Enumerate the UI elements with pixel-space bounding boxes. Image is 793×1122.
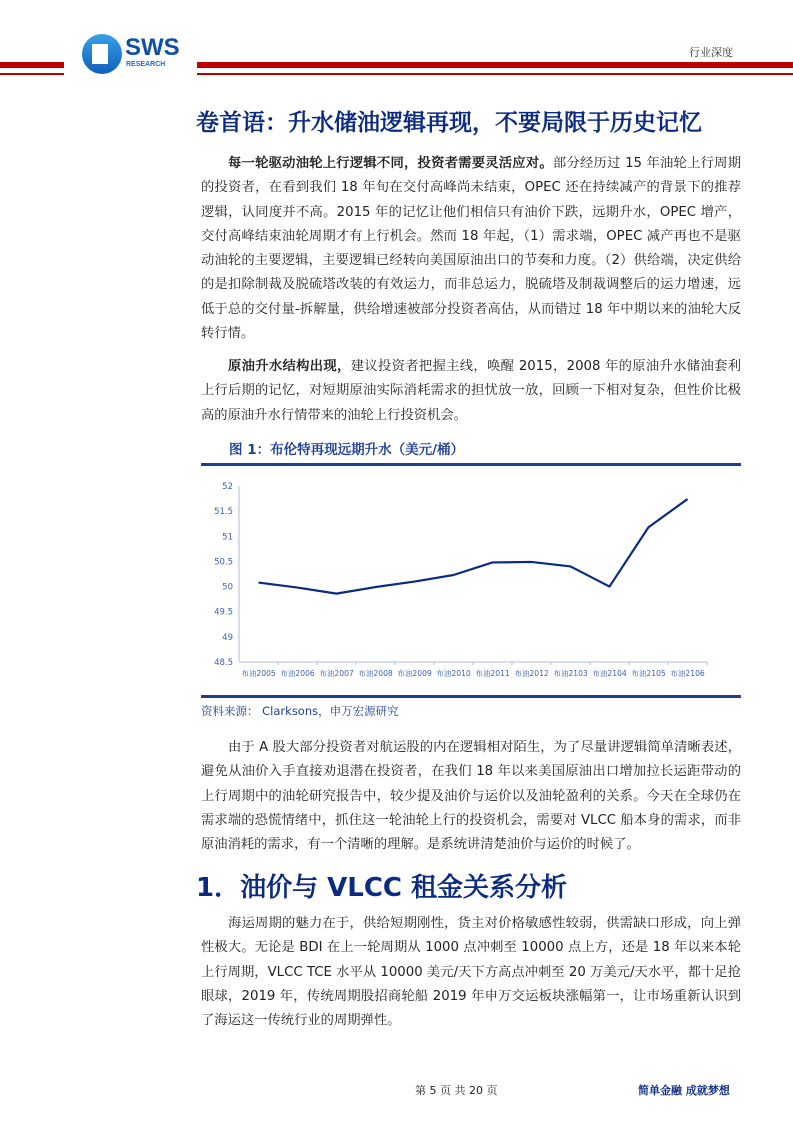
figure-source: 资料来源： Clarksons，申万宏源研究	[201, 704, 399, 718]
paragraph-3: 由于 A 股大部分投资者对航运股的内在逻辑相对陌生，为了尽量讲逻辑简单清晰表述，避免从油价入手直接劝退潜在投资者，在我们 18 年以来美国原油出口增加拉长运距带动的上行周期中的油轮研究报告中，较少提及油价与运价以及油轮盈利的关系。今天在全球仍在需求端的恐慌情绪中，抓住这一轮油轮上行的投资机会，需要对 VLCC 船本身的需求，而非原油消耗的需求，有一个清晰的理解。是系统讲清楚油价与运价的时候了。	[201, 740, 741, 853]
header-rule	[197, 73, 793, 75]
x-tick-label: 布油2103	[553, 669, 588, 678]
header-rule	[0, 62, 64, 68]
line-chart	[201, 470, 741, 692]
y-tick-label: 50.5	[214, 557, 233, 568]
figure-title: 图 1：布伦特再现远期升水（美元/桶）	[229, 442, 465, 458]
x-tick-label: 布油2005	[241, 669, 276, 678]
x-tick-label: 布油2006	[280, 669, 315, 678]
x-tick-label: 布油2009	[397, 669, 432, 678]
x-tick-label: 布油2106	[670, 669, 705, 678]
logo-emblem-icon	[82, 34, 122, 74]
paragraph-body: 部分经历过 15 年油轮上行周期的投资者，在看到我们 18 年旬在交付高峰尚未结束，OPEC 还在持续减产的背景下的推荐逻辑，认同度并不高。2015 年的记忆让他们相信只有油价下跌，远期升水，OPEC 增产，交付高峰结束油轮周期才有上行机会。然而 18 年起，（1）需求端，OPEC 减产再也不是驱动油轮的主要逻辑，主要逻辑已经转向美国原油出口的节奏和力度。（2）供给端，决定供给的是扣除制裁及脱硫塔改装的有效运力，而非总运力，脱硫塔及制裁调整后的运力增速，远低于总的交付量-拆解量，供给增速被部分投资者高估，从而错过 18 年中期以来的油轮大反转行情。	[201, 156, 741, 342]
logo-text: SWS	[125, 34, 180, 61]
y-tick-label: 48.5	[214, 658, 233, 668]
x-tick-label: 布油2010	[436, 669, 471, 678]
x-tick-label: 布油2012	[514, 669, 549, 678]
y-tick-label: 51.5	[214, 507, 233, 518]
logo-subtext: RESEARCH	[126, 61, 166, 68]
page-title: 卷首语：升水储油逻辑再现，不要局限于历史记忆	[196, 110, 702, 136]
paragraph-4: 海运周期的魅力在于，供给短期刚性，货主对价格敏感性较弱，供需缺口形成，向上弹性极大。无论是 BDI 在上一轮周期从 1000 点冲刺至 10000 点上方，还是 18 年以来本轮上行周期，VLCC TCE 水平从 10000 美元/天下方高点冲刺至 20 万美元/天水平，都十足抢眼球，2019 年，传统周期股招商轮船 2019 年申万交运板块涨幅第一，让市场重新认识到了海运这一传统行业的周期弹性。	[201, 916, 741, 1029]
figure-top-rule	[201, 463, 741, 466]
page-number: 第 5 页 共 20 页	[415, 1084, 498, 1097]
y-tick-label: 50	[222, 582, 233, 593]
figure-bottom-rule	[201, 695, 741, 698]
y-tick-label: 49.5	[214, 607, 233, 618]
paragraph-2	[201, 355, 741, 428]
paragraph-lead: 原油升水结构出现，	[228, 359, 351, 374]
paragraph-lead: 每一轮驱动油轮上行逻辑不同，投资者需要灵活应对。	[228, 156, 553, 171]
paragraph-1	[201, 152, 741, 346]
series-line	[259, 499, 688, 594]
x-tick-label: 布油2007	[319, 669, 354, 678]
section-heading: 1．油价与 VLCC 租金关系分析	[196, 873, 568, 903]
x-tick-label: 布油2008	[358, 669, 393, 678]
header-rule	[197, 62, 793, 68]
x-tick-label: 布油2105	[631, 669, 666, 678]
y-tick-label: 51	[222, 532, 233, 543]
y-tick-label: 49	[222, 632, 233, 643]
report-category: 行业深度	[689, 46, 733, 59]
sws-logo	[82, 34, 192, 78]
header-rule	[0, 73, 64, 75]
x-tick-label: 布油2104	[592, 669, 627, 678]
x-tick-label: 布油2011	[475, 669, 510, 678]
paragraph-body: 建议投资者把握主线，唤醒 2015，2008 年的原油升水储油套利上行后期的记忆，对短期原油实际消耗需求的担忧放一放，回顾一下相对复杂，但性价比极高的原油升水行情带来的油轮上行投资机会。	[201, 359, 741, 423]
footer-slogan: 简单金融 成就梦想	[638, 1084, 730, 1097]
y-tick-label: 52	[222, 482, 233, 492]
